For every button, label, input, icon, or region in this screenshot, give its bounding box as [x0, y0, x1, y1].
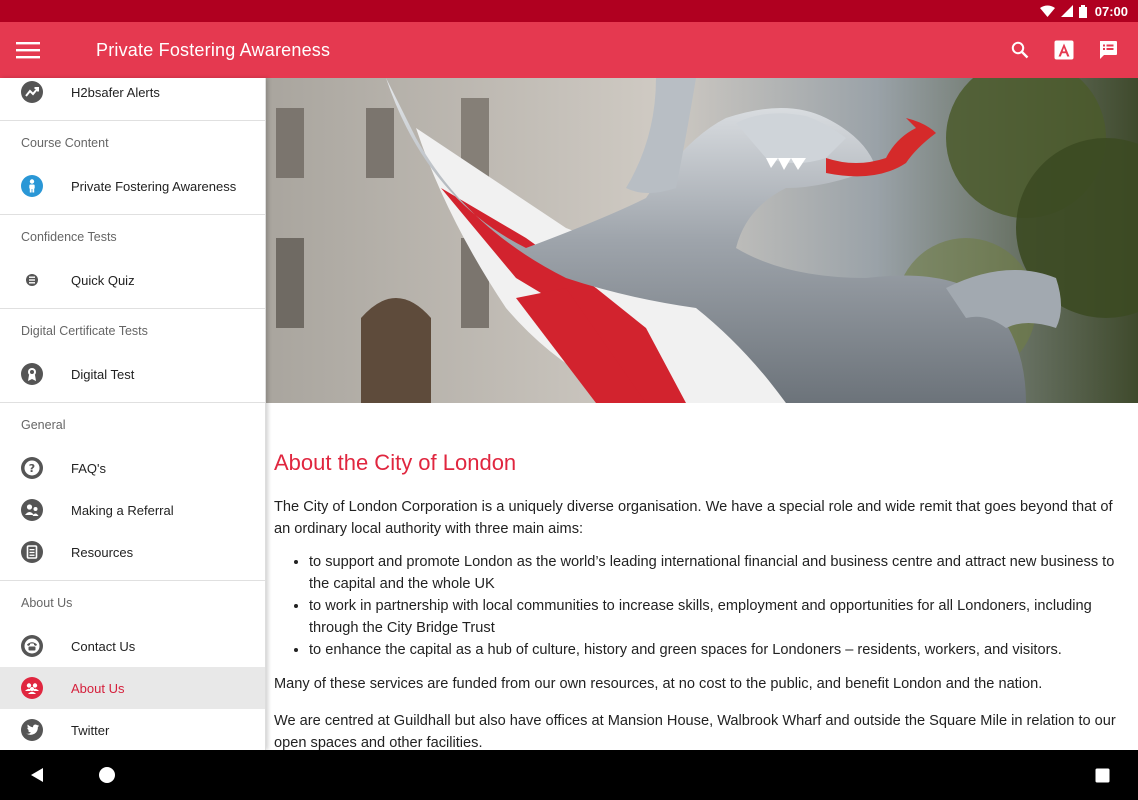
- nav-label: Making a Referral: [71, 502, 174, 518]
- phone-icon: [21, 635, 43, 657]
- main-content: [266, 78, 1138, 750]
- nav-label: H2bsafer Alerts: [71, 84, 160, 100]
- list-item: • to support and promote London as the world’s leading international financial and business centre and attract new business to the capital and the whole UK: [309, 551, 1130, 595]
- article-offices: We are centred at Guildhall but also have offices at Mansion House, Walbrook Wharf and outside the Square Mile in relation to our open spaces and other facilities.: [274, 713, 1116, 750]
- wifi-icon: [1040, 5, 1055, 17]
- nav-label: Twitter: [71, 722, 110, 738]
- status-bar: [0, 0, 1138, 22]
- article-heading: About the City of London: [274, 450, 517, 475]
- app-bar: [0, 22, 1138, 78]
- resources-icon: [21, 541, 43, 563]
- certificate-icon: [21, 363, 43, 385]
- nav-item-contact-us[interactable]: [0, 625, 265, 667]
- aims-list: [274, 551, 1130, 661]
- nav-item-digital-test[interactable]: [0, 353, 265, 395]
- menu-button[interactable]: [0, 22, 56, 78]
- nav-label: About Us: [71, 680, 125, 696]
- article-funding: Many of these services are funded from our own resources, at no cost to the public, and benefit London and the nation.: [274, 676, 1043, 692]
- nav-item-private-fostering-awareness[interactable]: [0, 165, 265, 207]
- text-size-button[interactable]: [1042, 28, 1086, 72]
- nav-label: FAQ's: [71, 460, 106, 476]
- navigation-drawer: [0, 78, 266, 750]
- battery-icon: [1079, 5, 1087, 18]
- nav-item-h2bsafer-alerts[interactable]: [0, 78, 265, 106]
- article: [266, 450, 1138, 750]
- back-button[interactable]: [24, 762, 50, 788]
- nav-item-quick-quiz[interactable]: [0, 259, 265, 301]
- nav-item-faqs[interactable]: [0, 447, 265, 489]
- section-heading-course-content: Course Content: [21, 136, 109, 150]
- clock: 07:00: [1094, 3, 1128, 19]
- nav-label: Digital Test: [71, 366, 135, 382]
- referral-icon: [21, 499, 43, 521]
- list-item: • to enhance the capital as a hub of culture, history and green spaces for Londoners – residents, workers, and visitors.: [309, 639, 1130, 661]
- svg-text:?: ?: [28, 462, 36, 475]
- home-button[interactable]: [94, 762, 120, 788]
- section-heading-about-us: About Us: [21, 596, 73, 610]
- app-title: Private Fostering Awareness: [96, 39, 331, 60]
- section-heading-general: General: [21, 418, 66, 432]
- search-button[interactable]: [998, 28, 1042, 72]
- recents-button[interactable]: [1089, 762, 1115, 788]
- nav-item-resources[interactable]: [0, 531, 265, 573]
- people-icon: [21, 677, 43, 699]
- notes-button[interactable]: [1086, 28, 1130, 72]
- text-size-icon: [1054, 40, 1074, 60]
- nav-item-twitter[interactable]: [0, 709, 265, 750]
- recents-icon: [1095, 768, 1110, 783]
- child-icon: [21, 175, 43, 197]
- nav-item-about-us[interactable]: [0, 667, 265, 709]
- section-heading-confidence-tests: Confidence Tests: [21, 230, 117, 244]
- help-icon: [21, 457, 43, 479]
- signal-icon: [1061, 5, 1073, 17]
- search-icon: [1011, 41, 1029, 59]
- nav-label: Resources: [71, 544, 134, 560]
- section-heading-digital-certificate-tests: Digital Certificate Tests: [21, 324, 148, 338]
- quiz-icon: [21, 269, 43, 291]
- list-item: • to work in partnership with local communities to increase skills, employment and opportunities for all Londoners, including through the City Bridge Trust: [309, 595, 1130, 639]
- article-intro: The City of London Corporation is a uniquely diverse organisation. We have a special role and wide remit that goes beyond that of an ordinary local authority with three main aims:: [274, 499, 1113, 537]
- nav-item-making-a-referral[interactable]: [0, 489, 265, 531]
- system-navigation-bar: [0, 750, 1138, 800]
- hero-image-dragon-statue: [266, 78, 1138, 403]
- nav-label: Quick Quiz: [71, 272, 135, 288]
- trending-icon: [21, 81, 43, 103]
- hamburger-icon: [16, 41, 40, 59]
- nav-label: Private Fostering Awareness: [71, 178, 237, 194]
- back-icon: [29, 767, 45, 783]
- twitter-icon: [21, 719, 43, 741]
- home-icon: [98, 766, 116, 784]
- notes-icon: [1098, 40, 1118, 60]
- nav-label: Contact Us: [71, 638, 136, 654]
